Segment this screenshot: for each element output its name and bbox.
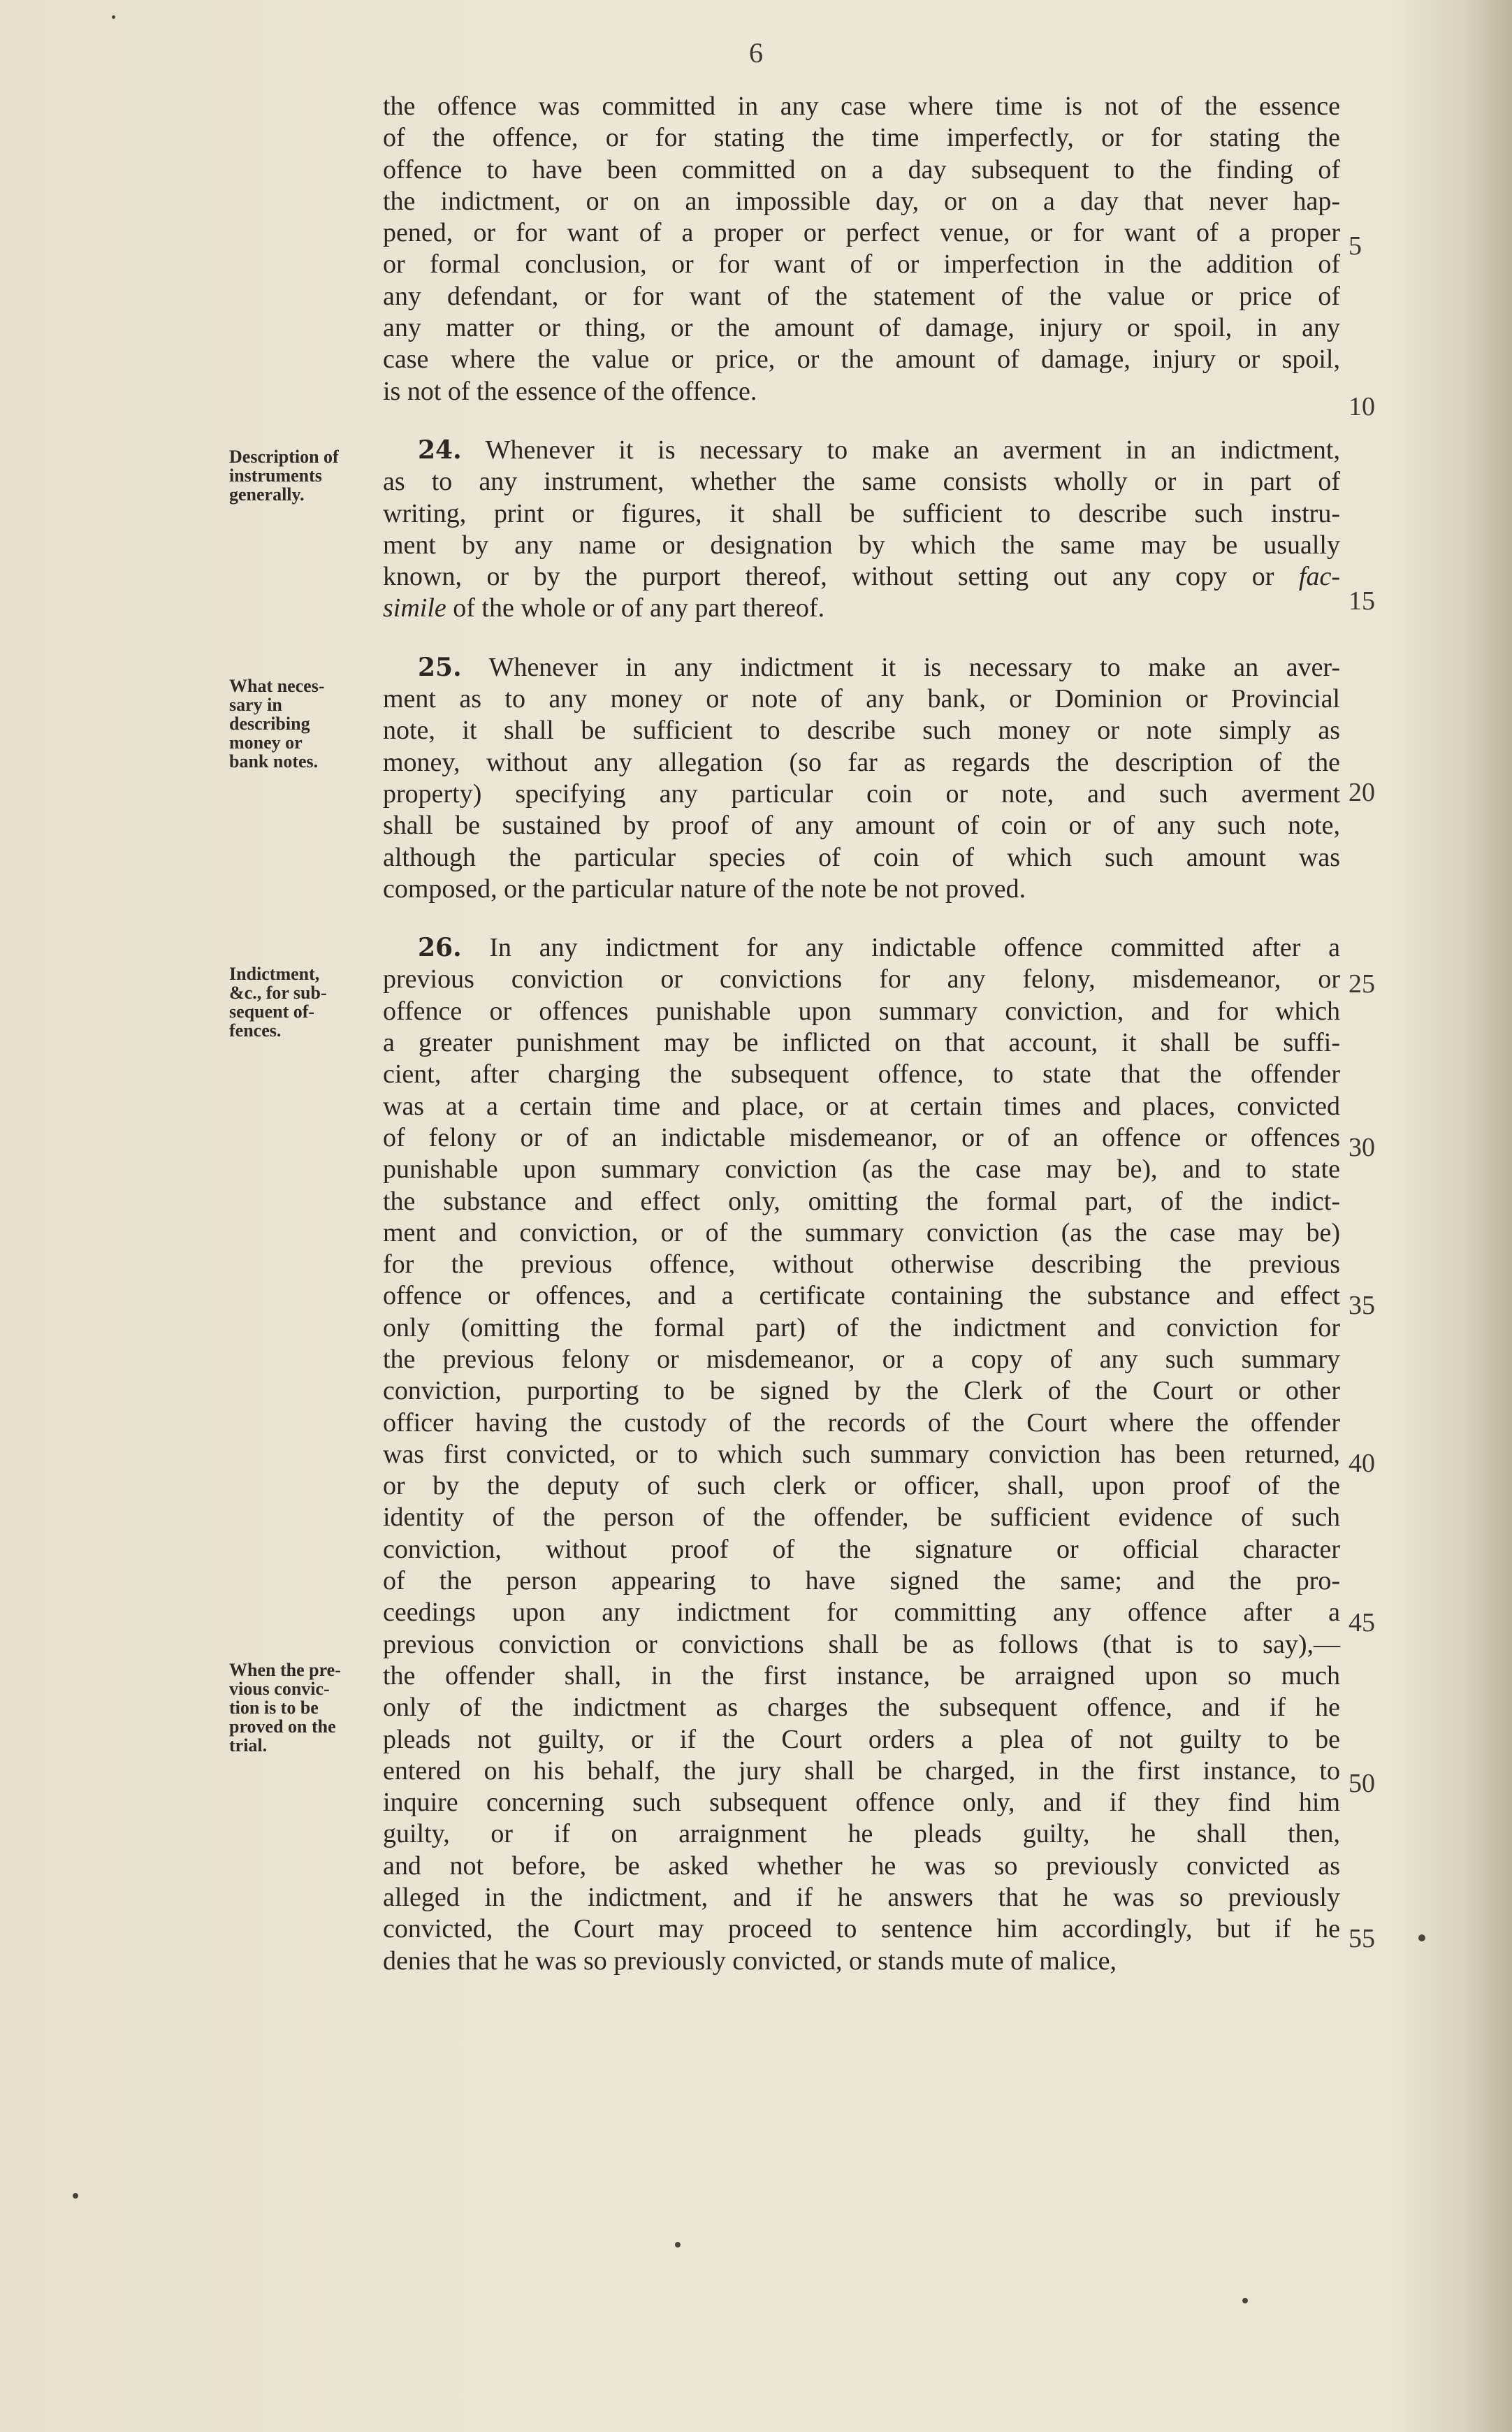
text-line: convicted, the Court may proceed to sentence him accordingly, but if he [383,1914,1340,1944]
margin-note-money-or-bank-notes: What neces- sary in describing money or bank notes. [229,676,325,772]
text-line: 24. Whenever it is necessary to make an averment in an indictment, [418,435,1340,465]
section-26 [383,932,1340,1977]
text-line: known, or by the purport thereof, without setting out any copy or fac- [383,562,1340,592]
text-line: conviction, without proof of the signature or official character [383,1534,1340,1564]
text-line: previous conviction or convictions for any felony, misdemeanor, or [383,964,1340,994]
text-line: as to any instrument, whether the same consists wholly or in part of [383,467,1340,497]
text-line: of the offence, or for stating the time imperfectly, or for stating the [383,123,1340,153]
text-line: punishable upon summary conviction (as the case may be), and to state [383,1155,1340,1185]
line-number: 45 [1349,1608,1375,1637]
main-text [383,91,1340,1977]
line-number: 10 [1349,392,1375,421]
text-line: only of the indictment as charges the subsequent offence, and if he [383,1693,1340,1723]
text-line: inquire concerning such subsequent offence only, and if they find him [383,1788,1340,1818]
line-number: 40 [1349,1449,1375,1478]
text-line: identity of the person of the offender, be sufficient evidence of such [383,1503,1340,1533]
text-line: previous conviction or convictions shall be as follows (that is to say),— [383,1629,1340,1659]
line-number: 5 [1349,231,1362,261]
scan-speck [73,2193,78,2199]
scan-speck [112,15,115,19]
text-line: pened, or for want of a proper or perfect venue, or for want of a proper [383,218,1340,248]
text-line: and not before, be asked whether he was so previously convicted as [383,1851,1340,1881]
text-line: the substance and effect only, omitting the formal part, of the indict- [383,1186,1340,1216]
section-25 [383,652,1340,905]
text-line: money, without any allegation (so far as regards the description of the [383,747,1340,777]
text-line: writing, print or figures, it shall be sufficient to describe such instru- [383,498,1340,528]
text-line: entered on his behalf, the jury shall be charged, in the first instance, to [383,1756,1340,1786]
margin-note-previous-conviction-proof: When the pre- vious convic- tion is to be proved on the trial. [229,1660,341,1756]
page-number: 6 [749,37,763,68]
line-number: 20 [1349,778,1375,807]
text-line: was first convicted, or to which such summary conviction has been returned, [383,1439,1340,1469]
text-line: of felony or of an indictable misdemeanor, or of an offence or offences [383,1122,1340,1152]
text-line: a greater punishment may be inflicted on that account, it shall be suffi- [383,1028,1340,1058]
text-line: ment and conviction, or of the summary conviction (as the case may be) [383,1217,1340,1247]
text-line: of the person appearing to have signed the same; and the pro- [383,1566,1340,1596]
text-line: for the previous offence, without otherwise describing the previous [383,1250,1340,1280]
text-line: ceedings upon any indictment for committing any offence after a [383,1598,1340,1628]
text-line: offence or offences punishable upon summary conviction, and for which [383,996,1340,1026]
text-line: is not of the essence of the offence. [383,376,757,406]
text-line: simile of the whole or of any part thereof. [383,593,825,623]
text-line: offence or offences, and a certificate containing the substance and effect [383,1281,1340,1311]
line-number: 50 [1349,1769,1375,1798]
text-line: the offender shall, in the first instance, be arraigned upon so much [383,1660,1340,1691]
line-number: 25 [1349,969,1375,999]
section-number: 25. [418,652,462,682]
line-number: 15 [1349,586,1375,616]
section-number: 26. [418,933,462,963]
section-24 [383,435,1340,625]
text-line: conviction, purporting to be signed by the Clerk of the Court or other [383,1376,1340,1406]
scan-speck [1418,1934,1425,1941]
scan-speck [675,2242,681,2248]
margin-note-description-of-instruments: Description of instruments generally. [229,447,339,505]
scan-speck [1242,2298,1248,2303]
text-line: or formal conclusion, or for want of or imperfection in the addition of [383,249,1340,280]
line-number: 35 [1349,1291,1375,1320]
text-line: the indictment, or on an impossible day, or on a day that never hap- [383,186,1340,216]
text-line: any defendant, or for want of the statement of the value or price of [383,281,1340,311]
text-line: ment by any name or designation by which the same may be usually [383,530,1340,560]
text-line: pleads not guilty, or if the Court orders a plea of not guilty to be [383,1724,1340,1754]
text-line: although the particular species of coin of which such amount was [383,842,1340,872]
text-line: 26. In any indictment for any indictable offence committed after a [418,933,1340,963]
text-line: was at a certain time and place, or at certain times and places, convicted [383,1091,1340,1121]
text-line: denies that he was so previously convicted, or stands mute of malice, [383,1946,1117,1976]
text-line: the previous felony or misdemeanor, or a copy of any such summary [383,1344,1340,1374]
text-line: shall be sustained by proof of any amount of coin or of any such note, [383,811,1340,841]
line-number: 30 [1349,1133,1375,1162]
text-line: property) specifying any particular coin or note, and such averment [383,779,1340,809]
text-line: cient, after charging the subsequent offence, to state that the offender [383,1059,1340,1090]
paragraph-continuation [383,91,1340,407]
line-number: 55 [1349,1924,1375,1953]
text-line: the offence was committed in any case where time is not of the essence [383,92,1340,121]
text-line: 25. Whenever in any indictment it is necessary to make an aver- [418,652,1340,682]
section-number: 24. [418,435,462,465]
text-line: alleged in the indictment, and if he answers that he was so previously [383,1883,1340,1913]
text-line: or by the deputy of such clerk or officer, shall, upon proof of the [383,1471,1340,1501]
text-line: offence to have been committed on a day subsequent to the finding of [383,154,1340,184]
text-line: guilty, or if on arraignment he pleads guilty, he shall then, [383,1819,1340,1849]
text-line: composed, or the particular nature of the note be not proved. [383,874,1026,904]
text-line: only (omitting the formal part) of the indictment and conviction for [383,1312,1340,1342]
text-line: case where the value or price, or the amount of damage, injury or spoil, [383,345,1340,375]
margin-note-subsequent-offences: Indictment, &c., for sub- sequent of- fences. [229,964,327,1041]
text-line: any matter or thing, or the amount of damage, injury or spoil, in any [383,313,1340,343]
text-line: ment as to any money or note of any bank, or Dominion or Provincial [383,684,1340,714]
text-line: note, it shall be sufficient to describe such money or note simply as [383,716,1340,746]
text-line: officer having the custody of the records of the Court where the offender [383,1407,1340,1438]
